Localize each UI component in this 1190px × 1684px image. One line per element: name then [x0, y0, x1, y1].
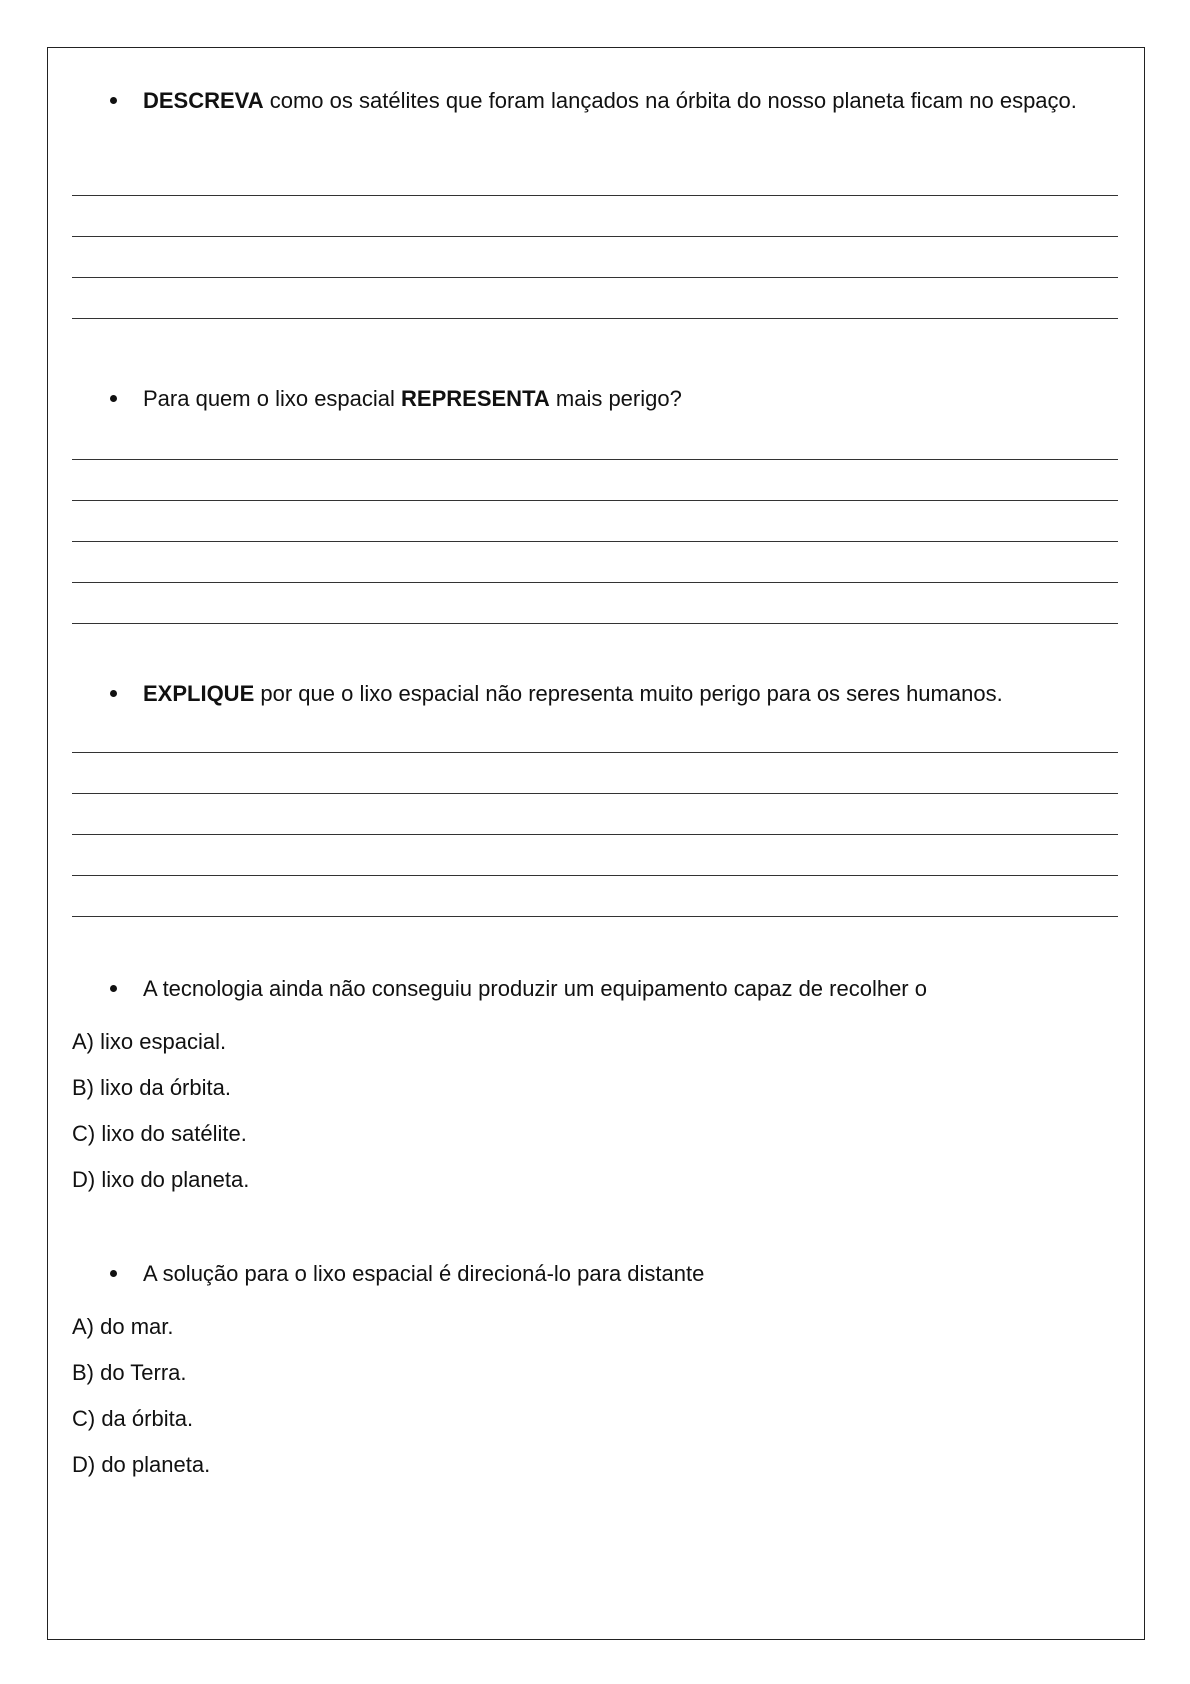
answer-line-2-2[interactable]: [72, 500, 1118, 501]
question-2-keyword: REPRESENTA: [401, 386, 550, 411]
question-1-text: como os satélites que foram lançados na órbita do nosso planeta ficam no espaço.: [263, 88, 1077, 113]
answer-line-2-1[interactable]: [72, 459, 1118, 460]
question-2-prompt: [143, 382, 682, 416]
answer-line-2-4[interactable]: [72, 582, 1118, 583]
answer-line-1-4[interactable]: [72, 318, 1118, 319]
question-4-option-d[interactable]: D) lixo do planeta.: [72, 1167, 250, 1192]
question-2-prefix: Para quem o lixo espacial: [143, 386, 402, 411]
question-1-prompt: [72, 84, 1124, 118]
page-border: [47, 47, 1145, 1640]
answer-line-3-5[interactable]: [72, 916, 1118, 917]
question-5-prompt: A solução para o lixo espacial é direcioná-lo para distante: [143, 1261, 705, 1286]
question-4-option-b[interactable]: B) lixo da órbita.: [72, 1075, 231, 1100]
question-4-option-c[interactable]: C) lixo do satélite.: [72, 1121, 247, 1146]
answer-line-1-3[interactable]: [72, 277, 1118, 278]
answer-line-2-3[interactable]: [72, 541, 1118, 542]
answer-line-3-4[interactable]: [72, 875, 1118, 876]
question-5-option-d[interactable]: D) do planeta.: [72, 1452, 211, 1477]
question-4-option-a[interactable]: A) lixo espacial.: [72, 1029, 227, 1054]
question-3-prompt: [143, 677, 1003, 711]
bullet-icon: [110, 1270, 117, 1277]
question-3-keyword: EXPLIQUE: [143, 681, 255, 706]
question-5-option-c[interactable]: C) da órbita.: [72, 1406, 194, 1431]
bullet-icon: [110, 985, 117, 992]
answer-line-1-1[interactable]: [72, 195, 1118, 196]
question-3-text: por que o lixo espacial não representa muito perigo para os seres humanos.: [254, 681, 1003, 706]
question-5-option-a[interactable]: A) do mar.: [72, 1314, 174, 1339]
answer-line-2-5[interactable]: [72, 623, 1118, 624]
question-2-suffix: mais perigo?: [549, 386, 682, 411]
answer-line-3-3[interactable]: [72, 834, 1118, 835]
answer-line-3-1[interactable]: [72, 752, 1118, 753]
question-1-keyword: DESCREVA: [143, 88, 264, 113]
bullet-icon: [110, 395, 117, 402]
bullet-icon: [110, 690, 117, 697]
answer-line-3-2[interactable]: [72, 793, 1118, 794]
question-5-option-b[interactable]: B) do Terra.: [72, 1360, 187, 1385]
question-4-prompt: A tecnologia ainda não conseguiu produzir um equipamento capaz de recolher o: [143, 976, 927, 1001]
answer-line-1-2[interactable]: [72, 236, 1118, 237]
